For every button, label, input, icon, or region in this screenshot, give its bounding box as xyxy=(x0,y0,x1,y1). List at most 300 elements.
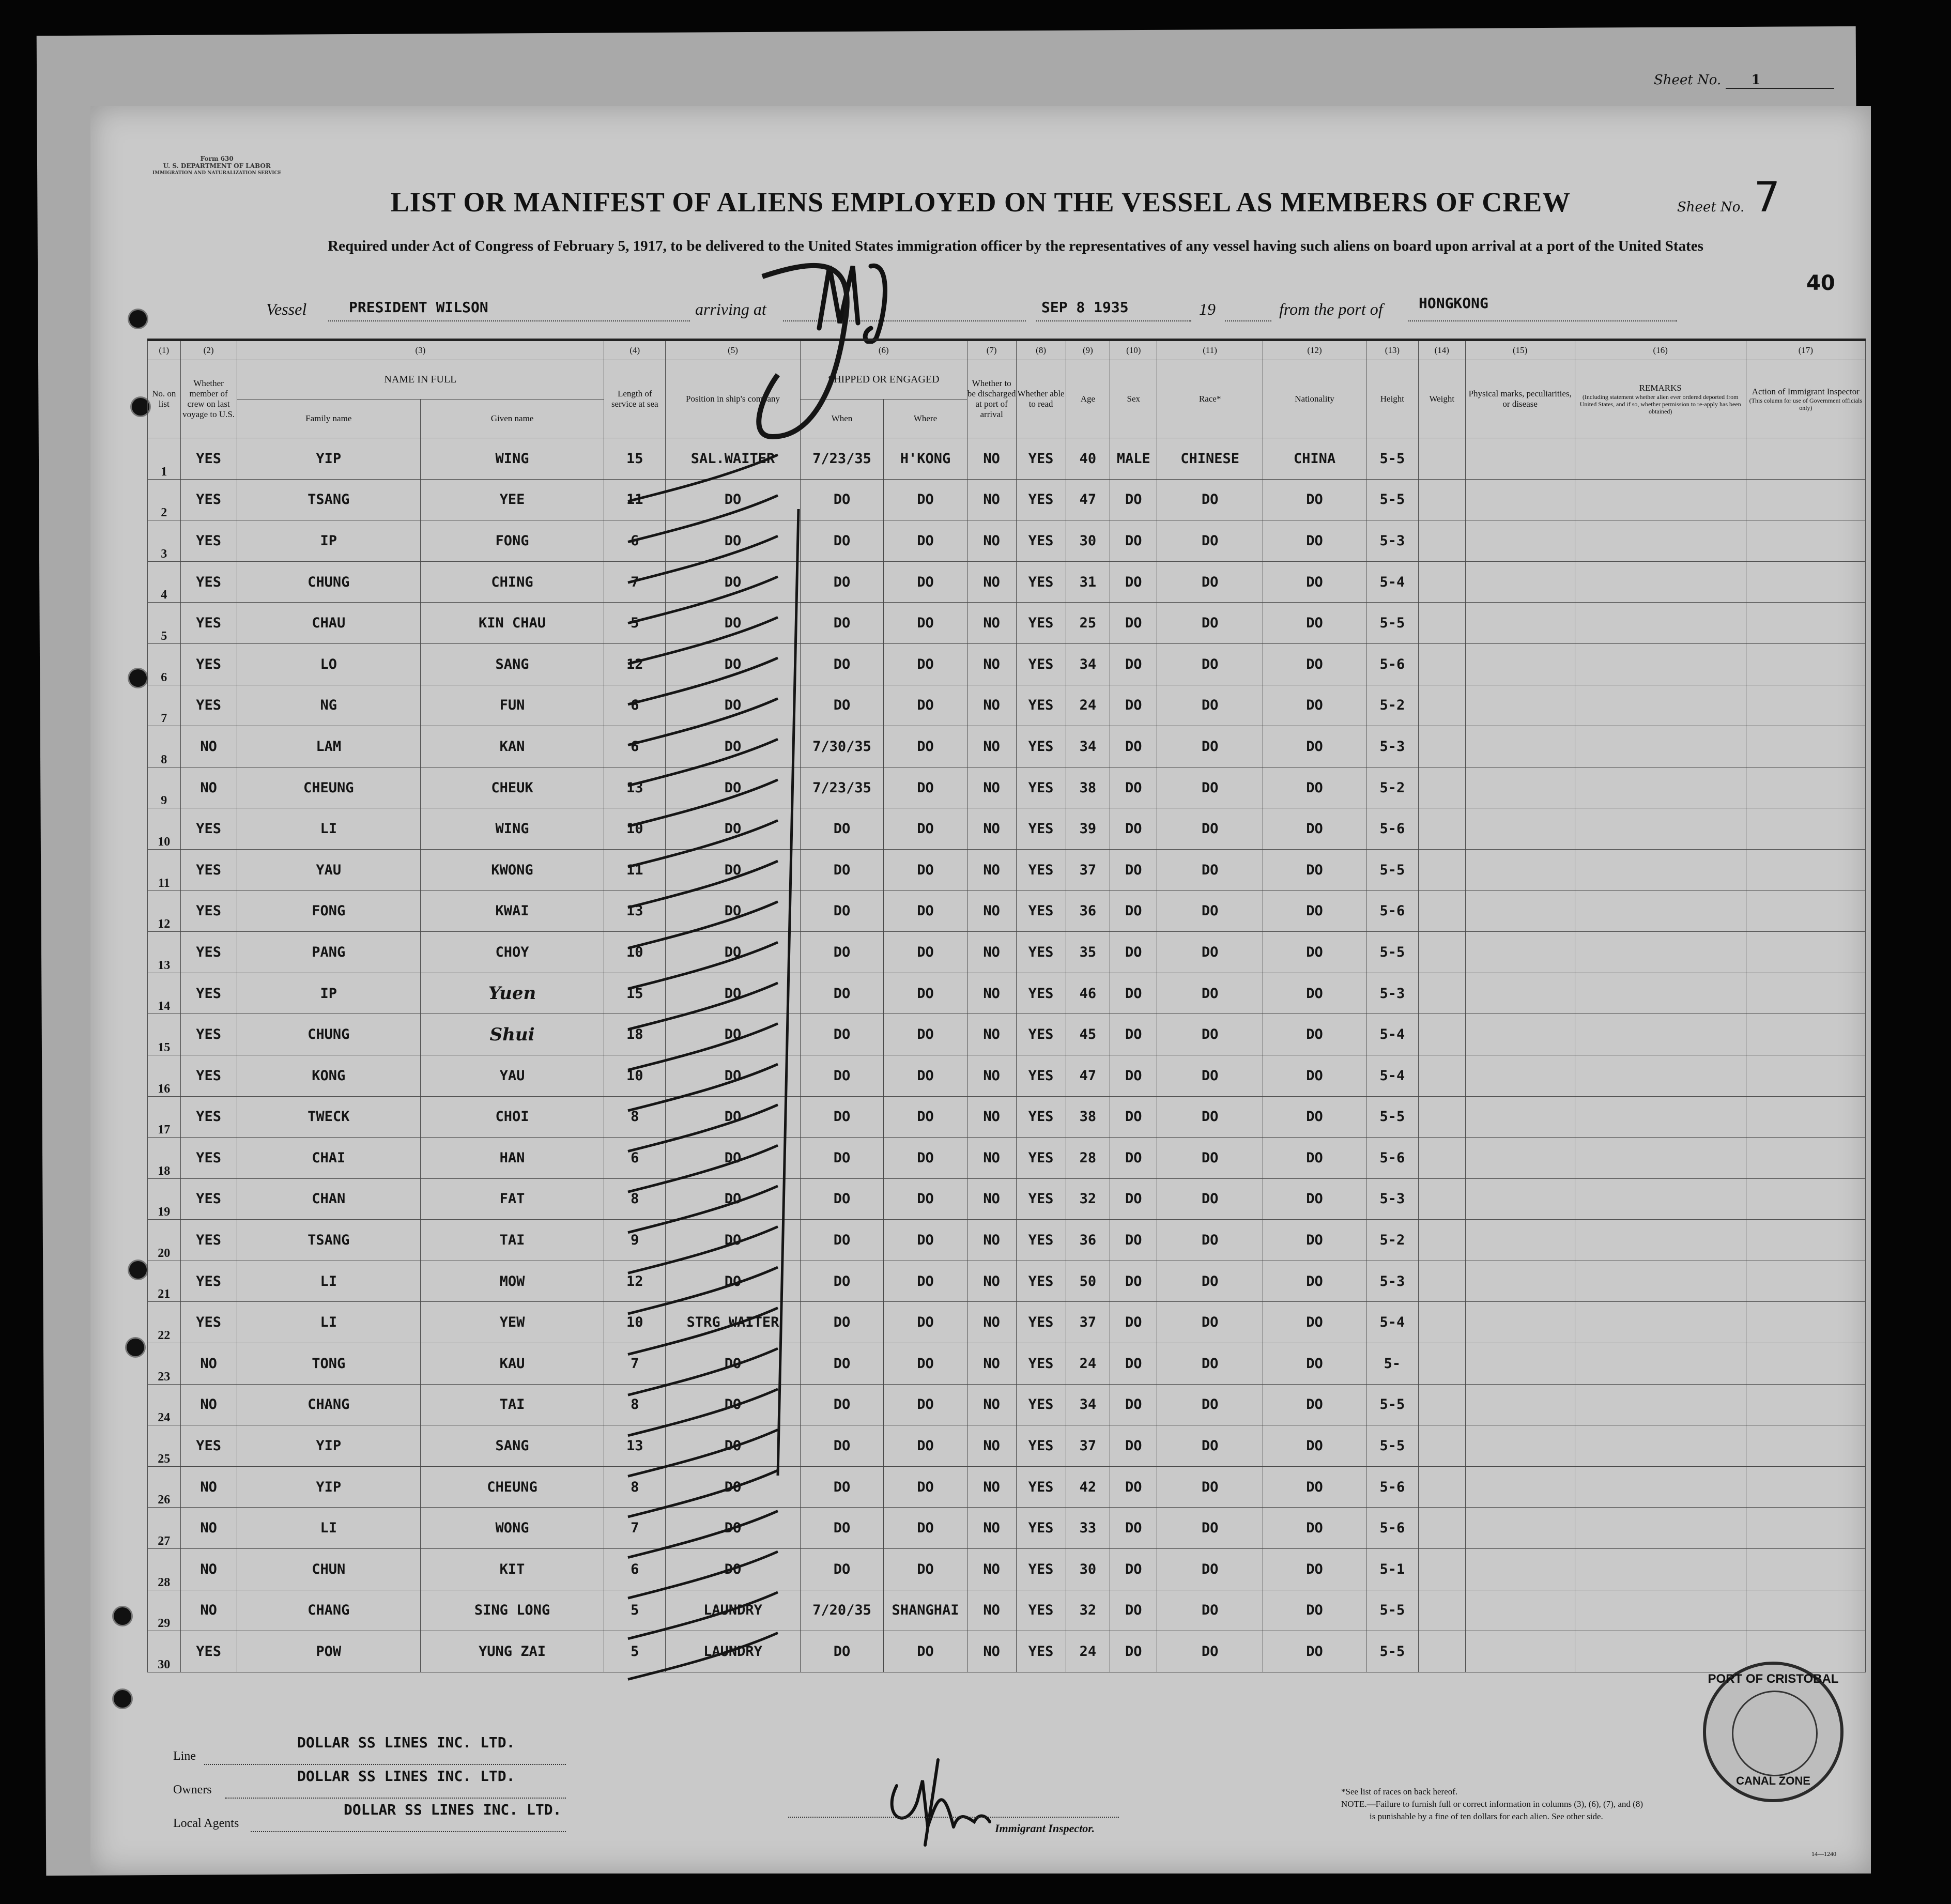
header-remarks-note: (Including statement whether alien ever ordered deported from United States, and if so, whether permission to re-apply has been obtained) xyxy=(1579,393,1741,415)
weight xyxy=(1418,1178,1465,1220)
age: 30 xyxy=(1066,1549,1110,1590)
physical-marks xyxy=(1465,643,1575,685)
position: STRG WAITER xyxy=(666,1302,800,1343)
physical-marks xyxy=(1465,479,1575,520)
able-to-read: YES xyxy=(1016,849,1066,890)
seal-top-text: PORT OF CRISTOBAL xyxy=(1708,1672,1839,1686)
length-of-service: 5 xyxy=(604,1631,666,1672)
given-name: YAU xyxy=(420,1055,604,1096)
last-voyage: NO xyxy=(180,726,237,767)
crew-row xyxy=(148,643,1866,685)
crew-row xyxy=(148,890,1866,932)
nationality: DO xyxy=(1263,1508,1366,1549)
weight xyxy=(1418,1261,1465,1302)
position: DO xyxy=(666,643,800,685)
position: DO xyxy=(666,1014,800,1055)
given-name: Shui xyxy=(420,1014,604,1055)
nationality: DO xyxy=(1263,1302,1366,1343)
shipped-where: DO xyxy=(884,520,967,562)
from-port-label: from the port of xyxy=(1279,300,1383,318)
page-title: LIST OR MANIFEST OF ALIENS EMPLOYED ON THE VESSEL AS MEMBERS OF CREW xyxy=(390,187,1571,218)
nationality: DO xyxy=(1263,890,1366,932)
able-to-read: YES xyxy=(1016,767,1066,808)
weight xyxy=(1418,1549,1465,1590)
last-voyage: YES xyxy=(180,1220,237,1261)
length-of-service: 7 xyxy=(604,1508,666,1549)
family-name: CHEUNG xyxy=(237,767,420,808)
row-number: 2 xyxy=(148,479,181,520)
age: 37 xyxy=(1066,1425,1110,1467)
given-name: KWONG xyxy=(420,849,604,890)
given-name: CHOI xyxy=(420,1096,604,1138)
weight xyxy=(1418,726,1465,767)
family-name: PANG xyxy=(237,932,420,973)
position: DO xyxy=(666,561,800,603)
sex: DO xyxy=(1110,767,1157,808)
header-nationality: Nationality xyxy=(1263,360,1366,438)
shipped-where: DO xyxy=(884,890,967,932)
discharged: NO xyxy=(967,1508,1016,1549)
family-name: TWECK xyxy=(237,1096,420,1138)
position: DO xyxy=(666,932,800,973)
year-label: 19 xyxy=(1199,300,1216,318)
inspector-action xyxy=(1746,438,1865,480)
remarks xyxy=(1575,1425,1746,1467)
last-voyage: NO xyxy=(180,1590,237,1631)
footnote xyxy=(1341,1786,1858,1823)
line-value: DOLLAR SS LINES INC. LTD. xyxy=(297,1734,515,1751)
inspector-action xyxy=(1746,973,1865,1014)
able-to-read: YES xyxy=(1016,1220,1066,1261)
last-voyage: YES xyxy=(180,479,237,520)
able-to-read: YES xyxy=(1016,1343,1066,1385)
shipped-when: DO xyxy=(800,479,884,520)
race: DO xyxy=(1157,808,1263,850)
height: 5-3 xyxy=(1366,973,1418,1014)
able-to-read: YES xyxy=(1016,1425,1066,1467)
crew-row xyxy=(148,1055,1866,1096)
age: 36 xyxy=(1066,890,1110,932)
last-voyage: YES xyxy=(180,520,237,562)
remarks xyxy=(1575,1343,1746,1385)
length-of-service: 6 xyxy=(604,1549,666,1590)
weight xyxy=(1418,685,1465,726)
physical-marks xyxy=(1465,932,1575,973)
family-name: YIP xyxy=(237,1425,420,1467)
punch-hole xyxy=(132,398,149,416)
family-name: YIP xyxy=(237,1466,420,1508)
service-name: IMMIGRATION AND NATURALIZATION SERVICE xyxy=(152,171,282,176)
shipped-when: DO xyxy=(800,932,884,973)
row-number: 6 xyxy=(148,643,181,685)
crew-row xyxy=(148,1138,1866,1179)
crew-row xyxy=(148,520,1866,562)
length-of-service: 10 xyxy=(604,1302,666,1343)
last-voyage: YES xyxy=(180,685,237,726)
col-number: (7) xyxy=(967,340,1016,360)
header-action-title: Action of Immigrant Inspector xyxy=(1752,387,1860,396)
given-name: KIT xyxy=(420,1549,604,1590)
family-name: TONG xyxy=(237,1343,420,1385)
header-remarks-title: REMARKS xyxy=(1639,383,1682,393)
crew-row xyxy=(148,1508,1866,1549)
punch-hole xyxy=(114,1607,131,1625)
remarks xyxy=(1575,973,1746,1014)
header-remarks xyxy=(1575,360,1746,438)
nationality: DO xyxy=(1263,643,1366,685)
punch-hole xyxy=(114,1690,131,1708)
discharged: NO xyxy=(967,726,1016,767)
inspector-action xyxy=(1746,1549,1865,1590)
sex: DO xyxy=(1110,849,1157,890)
shipped-when: DO xyxy=(800,1631,884,1672)
last-voyage: YES xyxy=(180,932,237,973)
given-name: YEE xyxy=(420,479,604,520)
row-number: 9 xyxy=(148,767,181,808)
position: DO xyxy=(666,726,800,767)
length-of-service: 12 xyxy=(604,1261,666,1302)
col-number: (12) xyxy=(1263,340,1366,360)
remarks xyxy=(1575,1014,1746,1055)
header-last-voyage: Whether member of crew on last voyage to U.S. xyxy=(180,360,237,438)
given-name: CHEUNG xyxy=(420,1466,604,1508)
height: 5-3 xyxy=(1366,726,1418,767)
owners-value: DOLLAR SS LINES INC. LTD. xyxy=(297,1768,515,1785)
nationality: DO xyxy=(1263,932,1366,973)
physical-marks xyxy=(1465,973,1575,1014)
race: DO xyxy=(1157,603,1263,644)
header-shipped-or-engaged: SHIPPED OR ENGAGED xyxy=(800,360,967,400)
shipped-when: DO xyxy=(800,1261,884,1302)
nationality: DO xyxy=(1263,1425,1366,1467)
able-to-read: YES xyxy=(1016,1261,1066,1302)
remarks xyxy=(1575,1384,1746,1425)
age: 32 xyxy=(1066,1590,1110,1631)
able-to-read: YES xyxy=(1016,1384,1066,1425)
col-number: (5) xyxy=(666,340,800,360)
family-name: TSANG xyxy=(237,479,420,520)
shipped-when: DO xyxy=(800,520,884,562)
discharged: NO xyxy=(967,932,1016,973)
discharged: NO xyxy=(967,1096,1016,1138)
given-name: FAT xyxy=(420,1178,604,1220)
given-name: TAI xyxy=(420,1384,604,1425)
sheet-number-label: Sheet No. xyxy=(1677,199,1745,215)
discharged: NO xyxy=(967,438,1016,480)
length-of-service: 5 xyxy=(604,603,666,644)
nationality: DO xyxy=(1263,849,1366,890)
weight xyxy=(1418,1384,1465,1425)
sex: DO xyxy=(1110,561,1157,603)
weight xyxy=(1418,1343,1465,1385)
row-number: 5 xyxy=(148,603,181,644)
col-number: (15) xyxy=(1465,340,1575,360)
age: 42 xyxy=(1066,1466,1110,1508)
length-of-service: 5 xyxy=(604,1590,666,1631)
discharged: NO xyxy=(967,520,1016,562)
given-name: KAU xyxy=(420,1343,604,1385)
race: DO xyxy=(1157,561,1263,603)
family-name: IP xyxy=(237,520,420,562)
given-name: FUN xyxy=(420,685,604,726)
discharged: NO xyxy=(967,643,1016,685)
last-voyage: YES xyxy=(180,643,237,685)
col-number: (10) xyxy=(1110,340,1157,360)
sex: DO xyxy=(1110,1590,1157,1631)
shipped-when: DO xyxy=(800,1178,884,1220)
family-name: YIP xyxy=(237,438,420,480)
race: DO xyxy=(1157,1220,1263,1261)
nationality: DO xyxy=(1263,973,1366,1014)
length-of-service: 7 xyxy=(604,1343,666,1385)
family-name: FONG xyxy=(237,890,420,932)
row-number: 7 xyxy=(148,685,181,726)
remarks xyxy=(1575,1261,1746,1302)
sex: DO xyxy=(1110,685,1157,726)
header-family-name: Family name xyxy=(237,399,420,438)
agents-value: DOLLAR SS LINES INC. LTD. xyxy=(344,1801,562,1818)
able-to-read: YES xyxy=(1016,438,1066,480)
header-where: Where xyxy=(884,399,967,438)
height: 5-6 xyxy=(1366,808,1418,850)
age: 28 xyxy=(1066,1138,1110,1179)
sex: DO xyxy=(1110,1508,1157,1549)
row-number: 23 xyxy=(148,1343,181,1385)
col-number: (8) xyxy=(1016,340,1066,360)
shipped-when: DO xyxy=(800,973,884,1014)
shipped-where: DO xyxy=(884,685,967,726)
race: DO xyxy=(1157,1096,1263,1138)
shipped-when: DO xyxy=(800,1096,884,1138)
age: 38 xyxy=(1066,767,1110,808)
owners-label: Owners xyxy=(173,1783,212,1796)
crew-row xyxy=(148,1302,1866,1343)
shipped-where: DO xyxy=(884,1466,967,1508)
remarks xyxy=(1575,1096,1746,1138)
race: DO xyxy=(1157,1425,1263,1467)
family-name: POW xyxy=(237,1631,420,1672)
given-name: CHING xyxy=(420,561,604,603)
discharged: NO xyxy=(967,685,1016,726)
nationality: DO xyxy=(1263,685,1366,726)
shipped-where: DO xyxy=(884,479,967,520)
inspector-action xyxy=(1746,1590,1865,1631)
physical-marks xyxy=(1465,1384,1575,1425)
length-of-service: 12 xyxy=(604,643,666,685)
punch-hole xyxy=(129,310,147,328)
row-number: 11 xyxy=(148,849,181,890)
sex: DO xyxy=(1110,932,1157,973)
position: DO xyxy=(666,1384,800,1425)
length-of-service: 15 xyxy=(604,973,666,1014)
able-to-read: YES xyxy=(1016,1590,1066,1631)
sex: DO xyxy=(1110,1466,1157,1508)
race: DO xyxy=(1157,890,1263,932)
inspector-label: Immigrant Inspector. xyxy=(995,1822,1095,1835)
nationality: DO xyxy=(1263,520,1366,562)
nationality: DO xyxy=(1263,1384,1366,1425)
height: 5-5 xyxy=(1366,1384,1418,1425)
nationality: DO xyxy=(1263,767,1366,808)
weight xyxy=(1418,643,1465,685)
vessel-line xyxy=(266,295,1842,326)
length-of-service: 10 xyxy=(604,1055,666,1096)
race: DO xyxy=(1157,1261,1263,1302)
given-name: CHEUK xyxy=(420,767,604,808)
row-number: 30 xyxy=(148,1631,181,1672)
age: 24 xyxy=(1066,1631,1110,1672)
discharged: NO xyxy=(967,1343,1016,1385)
length-of-service: 10 xyxy=(604,808,666,850)
shipped-when: 7/23/35 xyxy=(800,767,884,808)
inspector-action xyxy=(1746,479,1865,520)
last-voyage: YES xyxy=(180,1425,237,1467)
age: 34 xyxy=(1066,1384,1110,1425)
shipped-where: DO xyxy=(884,603,967,644)
weight xyxy=(1418,1220,1465,1261)
discharged: NO xyxy=(967,1549,1016,1590)
age: 40 xyxy=(1066,438,1110,480)
height: 5-2 xyxy=(1366,685,1418,726)
discharged: NO xyxy=(967,1014,1016,1055)
weight xyxy=(1418,1590,1465,1631)
height: 5-5 xyxy=(1366,1096,1418,1138)
position: DO xyxy=(666,1508,800,1549)
header-when: When xyxy=(800,399,884,438)
position: DO xyxy=(666,685,800,726)
position: DO xyxy=(666,849,800,890)
nationality: DO xyxy=(1263,1466,1366,1508)
able-to-read: YES xyxy=(1016,726,1066,767)
sex: DO xyxy=(1110,973,1157,1014)
height: 5-5 xyxy=(1366,603,1418,644)
shipped-when: DO xyxy=(800,1343,884,1385)
agents-label: Local Agents xyxy=(173,1817,239,1830)
given-name: SANG xyxy=(420,643,604,685)
family-name: LI xyxy=(237,1261,420,1302)
sheet-number-value: 7 xyxy=(1754,173,1780,221)
row-number: 4 xyxy=(148,561,181,603)
discharged: NO xyxy=(967,1590,1016,1631)
family-name: YAU xyxy=(237,849,420,890)
crew-row xyxy=(148,932,1866,973)
inspector-action xyxy=(1746,685,1865,726)
height: 5-4 xyxy=(1366,1055,1418,1096)
age: 32 xyxy=(1066,1178,1110,1220)
line-label: Line xyxy=(173,1749,196,1763)
sex: DO xyxy=(1110,1261,1157,1302)
last-voyage: YES xyxy=(180,808,237,850)
sheet-number-top xyxy=(1654,72,1834,89)
header-no-on-list: No. on list xyxy=(148,360,181,438)
shipped-where: DO xyxy=(884,1549,967,1590)
given-name: KIN CHAU xyxy=(420,603,604,644)
weight xyxy=(1418,1466,1465,1508)
height: 5-4 xyxy=(1366,561,1418,603)
height: 5-5 xyxy=(1366,1590,1418,1631)
row-number: 18 xyxy=(148,1138,181,1179)
vessel-name: PRESIDENT WILSON xyxy=(349,299,488,316)
nationality: DO xyxy=(1263,1138,1366,1179)
length-of-service: 13 xyxy=(604,767,666,808)
shipped-when: DO xyxy=(800,1384,884,1425)
length-of-service: 8 xyxy=(604,1384,666,1425)
weight xyxy=(1418,1096,1465,1138)
shipped-where: DO xyxy=(884,1508,967,1549)
shipped-when: DO xyxy=(800,1549,884,1590)
shipped-where: DO xyxy=(884,1220,967,1261)
able-to-read: YES xyxy=(1016,479,1066,520)
remarks xyxy=(1575,1590,1746,1631)
shipped-where: DO xyxy=(884,643,967,685)
nationality: DO xyxy=(1263,1096,1366,1138)
family-name: LI xyxy=(237,1302,420,1343)
row-number: 12 xyxy=(148,890,181,932)
family-name: LO xyxy=(237,643,420,685)
given-name: SING LONG xyxy=(420,1590,604,1631)
seal-bottom-text: CANAL ZONE xyxy=(1736,1774,1810,1787)
age: 24 xyxy=(1066,1343,1110,1385)
weight xyxy=(1418,1302,1465,1343)
position: DO xyxy=(666,890,800,932)
weight xyxy=(1418,808,1465,850)
remarks xyxy=(1575,1466,1746,1508)
family-name: CHUNG xyxy=(237,1014,420,1055)
height: 5-6 xyxy=(1366,643,1418,685)
form-number: Form 630 xyxy=(200,155,234,162)
punch-hole xyxy=(127,1339,144,1356)
able-to-read: YES xyxy=(1016,1096,1066,1138)
row-number: 15 xyxy=(148,1014,181,1055)
shipped-where: DO xyxy=(884,1425,967,1467)
department-name: U. S. DEPARTMENT OF LABOR xyxy=(163,162,271,170)
nationality: DO xyxy=(1263,808,1366,850)
last-voyage: NO xyxy=(180,1549,237,1590)
col-number: (16) xyxy=(1575,340,1746,360)
nationality: DO xyxy=(1263,1220,1366,1261)
family-name: LI xyxy=(237,1508,420,1549)
col-number: (6) xyxy=(800,340,967,360)
row-number: 14 xyxy=(148,973,181,1014)
race: CHINESE xyxy=(1157,438,1263,480)
col-number: (3) xyxy=(237,340,604,360)
length-of-service: 10 xyxy=(604,932,666,973)
last-voyage: YES xyxy=(180,1138,237,1179)
remarks xyxy=(1575,890,1746,932)
given-name: FONG xyxy=(420,520,604,562)
crew-row xyxy=(148,1178,1866,1220)
length-of-service: 13 xyxy=(604,890,666,932)
inspector-action xyxy=(1746,726,1865,767)
row-number: 22 xyxy=(148,1302,181,1343)
height: 5-5 xyxy=(1366,849,1418,890)
position: DO xyxy=(666,767,800,808)
able-to-read: YES xyxy=(1016,890,1066,932)
able-to-read: YES xyxy=(1016,1508,1066,1549)
row-number: 8 xyxy=(148,726,181,767)
length-of-service: 8 xyxy=(604,1178,666,1220)
age: 34 xyxy=(1066,643,1110,685)
last-voyage: YES xyxy=(180,1178,237,1220)
sex: DO xyxy=(1110,1425,1157,1467)
crew-row xyxy=(148,479,1866,520)
shipped-when: DO xyxy=(800,808,884,850)
physical-marks xyxy=(1465,561,1575,603)
position: DO xyxy=(666,1138,800,1179)
shipped-where: H'KONG xyxy=(884,438,967,480)
shipped-when: DO xyxy=(800,603,884,644)
sex: DO xyxy=(1110,890,1157,932)
